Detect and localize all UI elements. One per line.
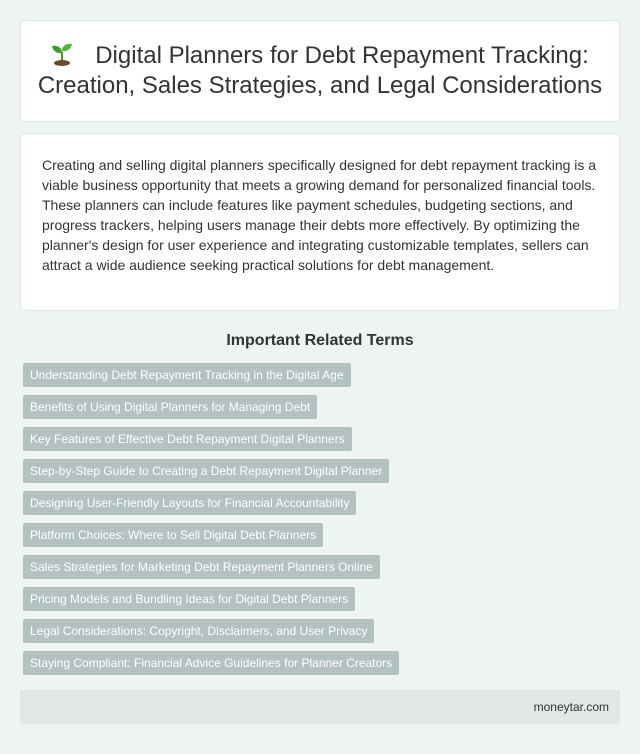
page-title [37, 41, 603, 101]
related-term-link[interactable]: Benefits of Using Digital Planners for Managing Debt [23, 395, 317, 419]
related-term-link[interactable]: Understanding Debt Repayment Tracking in the Digital Age [23, 363, 351, 387]
page-title-text: Digital Planners for Debt Repayment Tracking: Creation, Sales Strategies, and Legal Considerations [37, 42, 603, 99]
related-term-link[interactable]: Key Features of Effective Debt Repayment Digital Planners [23, 427, 352, 451]
footer-site-name[interactable]: moneytar.com [533, 700, 609, 714]
related-terms-list [23, 363, 623, 683]
related-term-link[interactable]: Legal Considerations: Copyright, Disclaimers, and User Privacy [23, 619, 374, 643]
footer [20, 690, 620, 724]
intro-card [20, 133, 620, 311]
related-term-link[interactable]: Platform Choices: Where to Sell Digital Debt Planners [23, 523, 323, 547]
related-terms-heading: Important Related Terms [226, 332, 414, 349]
related-term-link[interactable]: Step-by-Step Guide to Creating a Debt Repayment Digital Planner [23, 459, 389, 483]
related-term-link[interactable]: Sales Strategies for Marketing Debt Repayment Planners Online [23, 555, 380, 579]
sprout-icon [51, 42, 73, 66]
related-term-link[interactable]: Pricing Models and Bundling Ideas for Digital Debt Planners [23, 587, 355, 611]
related-term-link[interactable]: Designing User-Friendly Layouts for Financial Accountability [23, 491, 356, 515]
title-card [20, 20, 620, 122]
intro-paragraph: Creating and selling digital planners specifically designed for debt repayment tracking is a viable business opportunity that meets a growing demand for personalized financial tools. These planners can include features like payment schedules, budgeting sections, and progress trackers, helping users manage their debts more effectively. By optimizing the planner's design for user experience and integrating customizable templates, sellers can attract a wide audience seeking practical solutions for debt management. [42, 157, 597, 273]
related-term-link[interactable]: Staying Compliant: Financial Advice Guidelines for Planner Creators [23, 651, 399, 675]
